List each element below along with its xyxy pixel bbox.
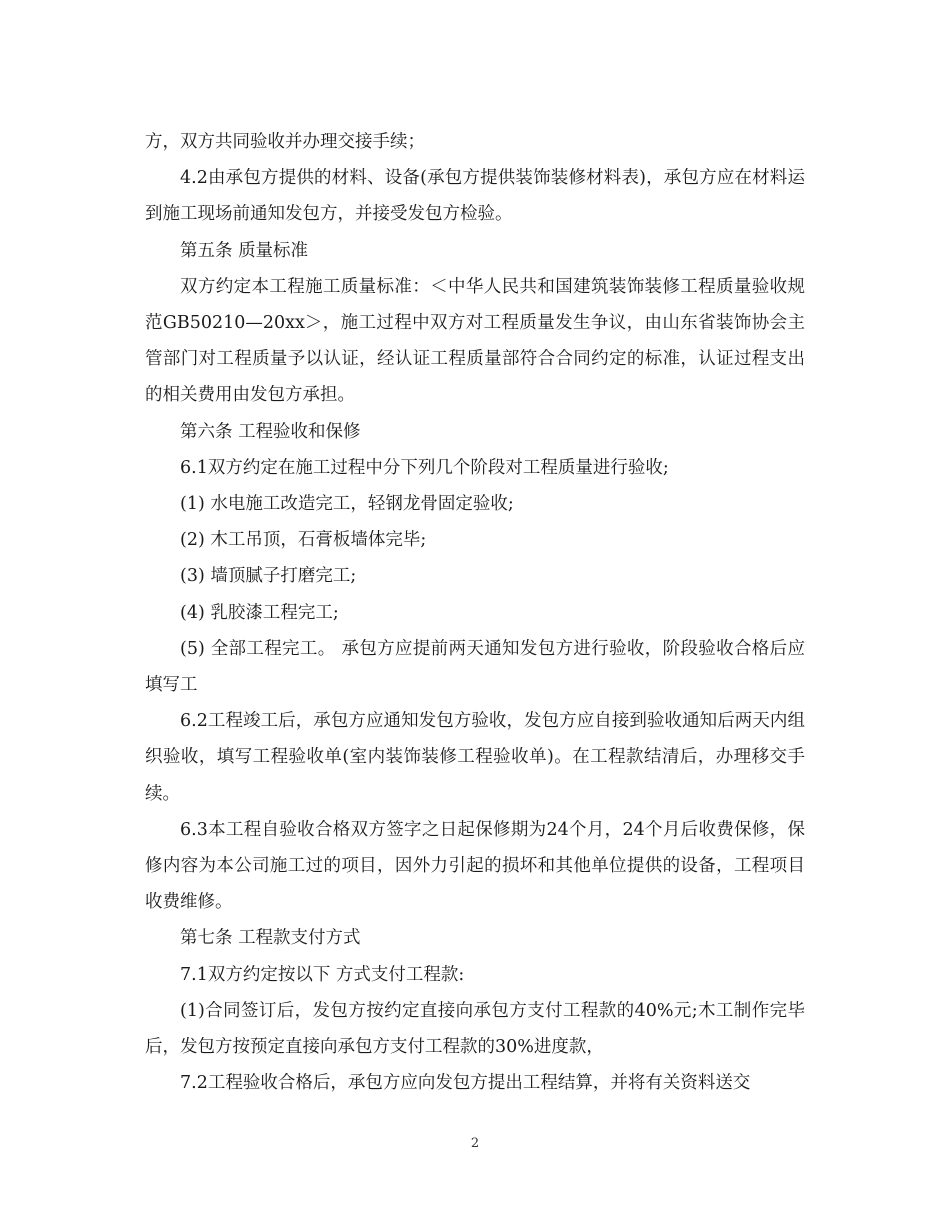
section-heading: 第七条 工程款支付方式 <box>180 928 361 949</box>
list-item: (2) 木工吊顶，石膏板墙体完毕; <box>180 530 427 551</box>
paragraph: 6.1双方约定在施工过程中分下列几个阶段对工程质量进行验收; <box>180 457 669 478</box>
paragraph: (1)合同签订后，发包方按约定直接向承包方支付工程款的40%元;木工制作完毕后，发包方按预定直接向承包方支付工程款的30%进度款， <box>145 1000 805 1058</box>
page-number: 2 <box>470 1136 480 1151</box>
paragraph: 双方约定本工程施工质量标准：＜中华人民共和国建筑装饰装修工程质量验收规范GB50210—20xx＞，施工过程中双方对工程质量发生争议，由山东省装饰协会主管部门对工程质量予以认证，经认证工程质量部符合合同约定的标准，认证过程支出的相关费用由发包方承担。 <box>145 276 805 406</box>
list-item: (4) 乳胶漆工程完工; <box>180 602 339 623</box>
paragraph: 6.3本工程自验收合格双方签字之日起保修期为24个月，24个月后收费保修，保修内容为本公司施工过的项目，因外力引起的损坏和其他单位提供的设备，工程项目收费维修。 <box>145 819 805 913</box>
section-heading: 第五条 质量标准 <box>180 240 309 261</box>
list-item: (5) 全部工程完工。 承包方应提前两天通知发包方进行验收，阶段验收合格后应填写工 <box>145 638 805 696</box>
document-body <box>145 124 805 1101</box>
paragraph: 4.2由承包方提供的材料、设备(承包方提供装饰装修材料表)，承包方应在材料运到施工现场前通知发包方，并接受发包方检验。 <box>145 168 805 225</box>
list-item: (1) 水电施工改造完工，轻钢龙骨固定验收; <box>180 494 514 515</box>
paragraph: 7.1双方约定按以下 方式支付工程款: <box>180 964 465 985</box>
paragraph: 7.2工程验收合格后，承包方应向发包方提出工程结算，并将有关资料送交 <box>180 1073 751 1094</box>
section-heading: 第六条 工程验收和保修 <box>180 421 361 442</box>
list-item: (3) 墙顶腻子打磨完工; <box>180 566 357 587</box>
paragraph: 方，双方共同验收并办理交接手续； <box>145 132 425 152</box>
paragraph: 6.2工程竣工后，承包方应通知发包方验收，发包方应自接到验收通知后两天内组织验收，填写工程验收单(室内装饰装修工程验收单)。在工程款结清后，办理移交手续。 <box>145 711 805 804</box>
